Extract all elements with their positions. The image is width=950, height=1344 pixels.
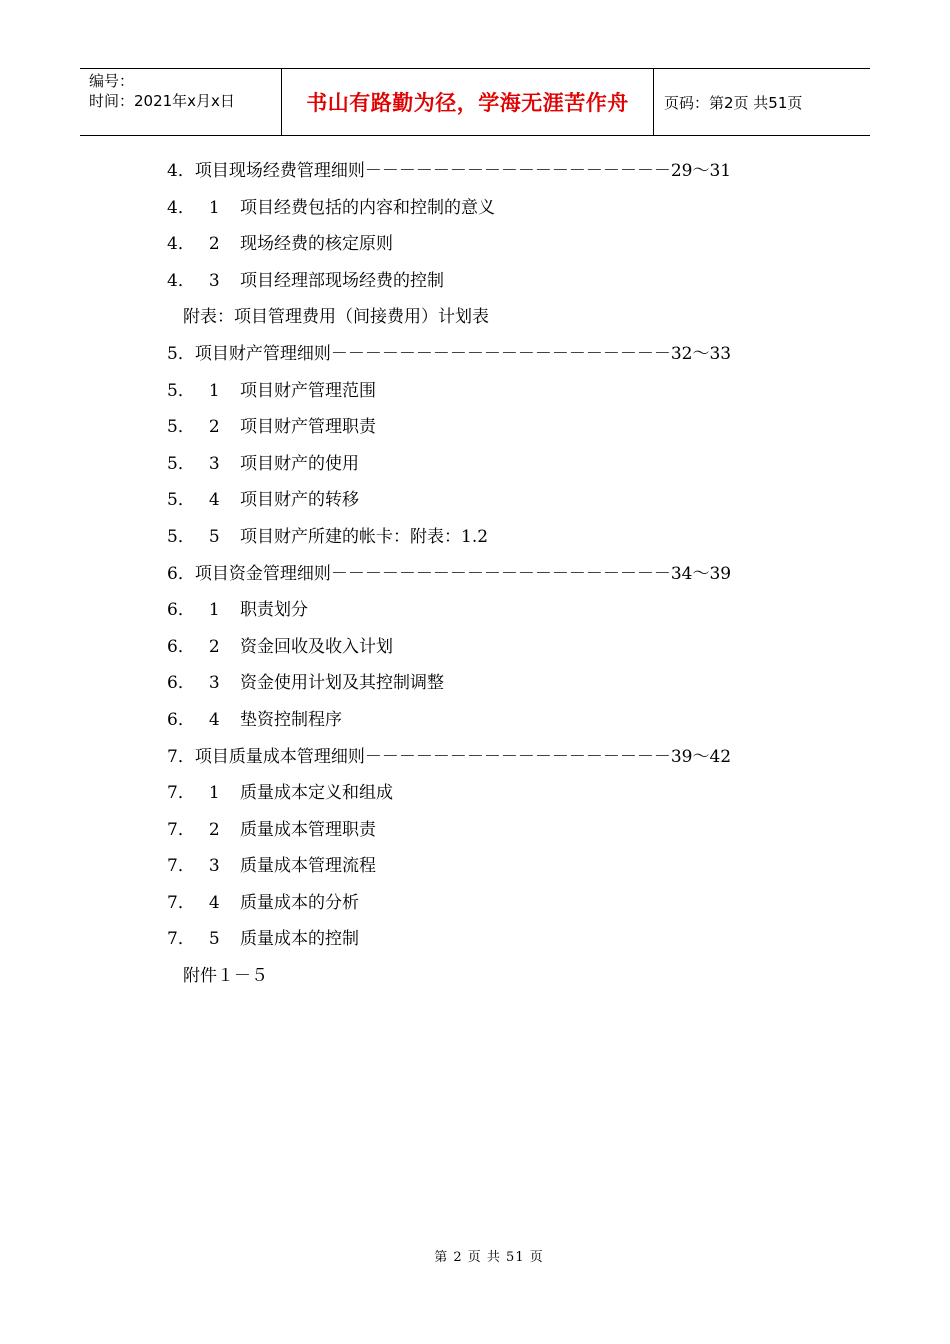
- toc-entry-number: 5． 5: [167, 526, 220, 547]
- toc-entry-title: 项目经理部现场经费的控制: [240, 270, 444, 291]
- page-footer: [0, 1246, 950, 1265]
- serial-label: 编号：: [89, 72, 135, 90]
- toc-entry: [167, 812, 807, 849]
- table-of-contents: [167, 153, 807, 995]
- footer-page-number: 第 2 页 共 51 页: [434, 1250, 544, 1265]
- toc-entry-number: 7． 3: [167, 856, 220, 877]
- toc-entry-title: 附件１－５: [183, 966, 268, 987]
- page-header: [80, 68, 870, 136]
- toc-entry-number: 6． 3: [167, 673, 220, 694]
- toc-entry-number: 6． 2: [167, 636, 220, 657]
- toc-entry: [167, 263, 807, 300]
- toc-entry-title: 质量成本管理流程: [240, 856, 376, 877]
- toc-entry-title: 项目资金管理细则－－－－－－－－－－－－－－－－－－－－34～39: [194, 563, 732, 584]
- toc-entry-number: 4． 2: [167, 234, 220, 255]
- motto-text: 书山有路勤为径，学海无涯苦作舟: [306, 91, 629, 115]
- toc-entry-title: 项目财产所建的帐卡：附表：1.2: [240, 526, 489, 547]
- toc-entry-number: 5． 1: [167, 380, 220, 401]
- toc-entry: [167, 665, 807, 702]
- toc-entry-number: 6． 4: [167, 709, 220, 730]
- toc-entry: [167, 592, 807, 629]
- toc-entry-title: 附表：项目管理费用（间接费用）计划表: [183, 307, 489, 328]
- toc-entry: [167, 190, 807, 227]
- toc-entry: [167, 739, 807, 776]
- toc-entry-title: 职责划分: [240, 600, 308, 621]
- toc-entry-title: 项目质量成本管理细则－－－－－－－－－－－－－－－－－－39～42: [194, 746, 732, 767]
- toc-entry-number: 4．: [167, 161, 195, 181]
- toc-entry: [167, 409, 807, 446]
- toc-entry-title: 质量成本的控制: [240, 929, 359, 950]
- toc-entry-title: 资金回收及收入计划: [240, 636, 393, 657]
- time-label: 时间：2021年x月x日: [89, 92, 235, 110]
- toc-entry-title: 资金使用计划及其控制调整: [240, 673, 444, 694]
- toc-entry-title: 项目经费包括的内容和控制的意义: [240, 197, 495, 218]
- toc-entry-number: 4． 3: [167, 270, 220, 291]
- toc-entry: [167, 775, 807, 812]
- toc-entry: [167, 702, 807, 739]
- toc-entry: [167, 373, 807, 410]
- toc-entry-title: 质量成本的分析: [240, 892, 359, 913]
- toc-entry: [167, 482, 807, 519]
- toc-entry-title: 项目财产的使用: [240, 453, 359, 474]
- toc-entry-number: 7． 2: [167, 819, 220, 840]
- header-meta-cell: [80, 69, 282, 135]
- toc-entry-title: 垫资控制程序: [240, 709, 342, 730]
- toc-entry: [167, 153, 807, 190]
- toc-entry-title: 质量成本定义和组成: [240, 783, 393, 804]
- header-page-cell: [654, 69, 870, 135]
- toc-entry-title: 现场经费的核定原则: [240, 234, 393, 255]
- toc-entry-number: 7． 5: [167, 929, 220, 950]
- header-motto-cell: [282, 69, 654, 135]
- toc-entry-number: 5． 4: [167, 490, 220, 511]
- toc-entry: [167, 556, 807, 593]
- toc-entry-title: 项目财产管理范围: [240, 380, 376, 401]
- toc-entry-number: 7． 1: [167, 783, 220, 804]
- toc-entry-title: 项目财产管理细则－－－－－－－－－－－－－－－－－－－－32～33: [194, 343, 732, 364]
- toc-entry-title: 项目现场经费管理细则－－－－－－－－－－－－－－－－－－29～31: [194, 161, 732, 181]
- toc-entry-title: 项目财产管理职责: [240, 417, 376, 438]
- toc-entry-title: 项目财产的转移: [240, 490, 359, 511]
- toc-entry-number: 5． 3: [167, 453, 220, 474]
- toc-entry: [167, 848, 807, 885]
- toc-entry: [167, 226, 807, 263]
- toc-entry-number: 5． 2: [167, 417, 220, 438]
- toc-entry-number: 7． 4: [167, 892, 220, 913]
- toc-entry: [167, 629, 807, 666]
- toc-entry: [167, 921, 807, 958]
- toc-entry: [167, 446, 807, 483]
- toc-entry-number: 6．: [167, 563, 195, 584]
- toc-entry-number: 4． 1: [167, 197, 220, 218]
- page-info: 页码：第2页 共51页: [664, 93, 803, 112]
- toc-entry-title: 质量成本管理职责: [240, 819, 376, 840]
- toc-entry: [167, 299, 807, 336]
- toc-entry-number: 6． 1: [167, 600, 220, 621]
- toc-entry: [167, 336, 807, 373]
- toc-entry: [167, 885, 807, 922]
- toc-entry: [167, 519, 807, 556]
- toc-entry-number: 5．: [167, 343, 195, 364]
- toc-entry: [167, 958, 807, 995]
- toc-entry-number: 7．: [167, 746, 195, 767]
